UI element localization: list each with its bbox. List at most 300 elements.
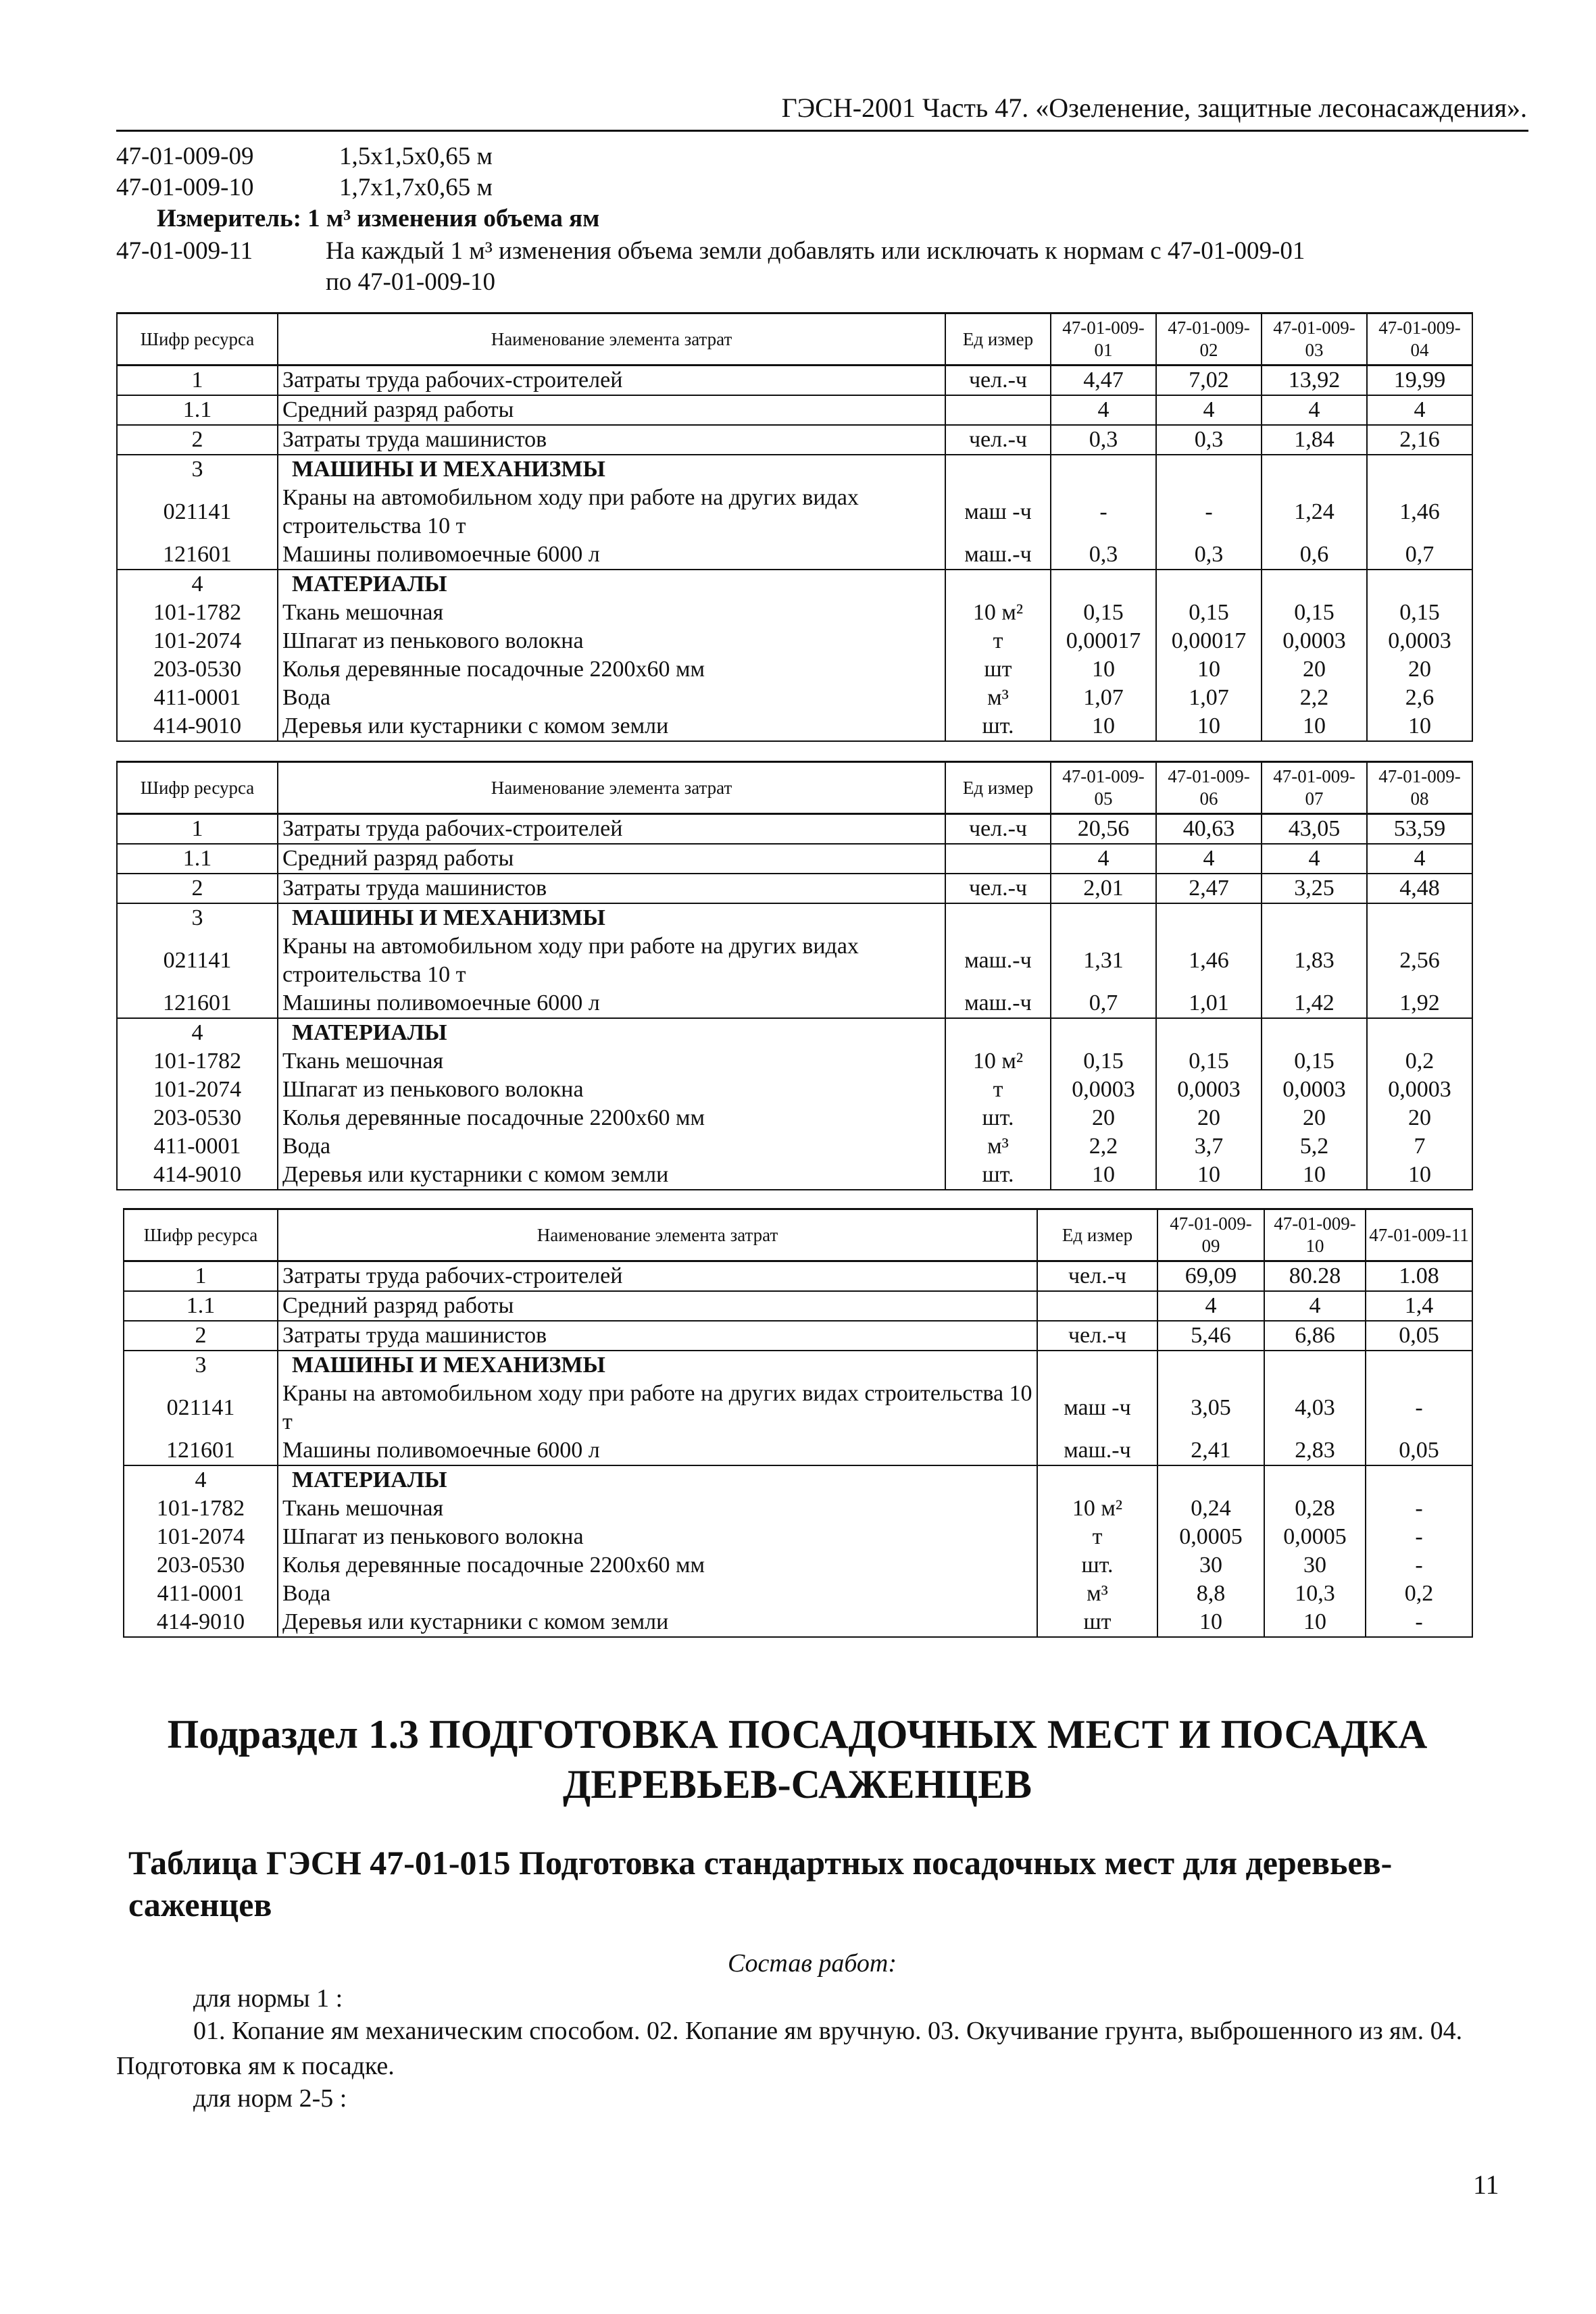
cell-name: МАТЕРИАЛЫ	[278, 1465, 1037, 1494]
table-row	[117, 844, 1472, 874]
cell-code: 1.1	[124, 1291, 278, 1321]
cell-value: 40,63	[1156, 814, 1262, 845]
cell-value: 4	[1262, 395, 1367, 425]
cell-name: Вода	[278, 1132, 945, 1161]
work-composition-heading: Состав работ:	[727, 1949, 897, 1978]
cell-value: 0,00017	[1156, 627, 1262, 655]
table-row	[124, 1351, 1472, 1380]
norm-code: 47-01-009-10	[116, 174, 254, 201]
cell-value: 53,59	[1367, 814, 1472, 845]
cell-name: Ткань мешочная	[278, 599, 945, 627]
cell-unit: маш.-ч	[945, 989, 1051, 1018]
cell-unit	[945, 844, 1051, 874]
cell-value: 0,15	[1156, 599, 1262, 627]
norm-text-continued: по 47-01-009-10	[326, 268, 496, 296]
cell-value	[1264, 1351, 1366, 1380]
cell-value: 3,05	[1157, 1380, 1264, 1436]
cell-value	[1264, 1465, 1366, 1494]
cell-unit	[1037, 1351, 1157, 1380]
table-row	[117, 903, 1472, 932]
cell-value: 2,2	[1262, 684, 1367, 712]
header-norm-column: 47-01-009-06	[1156, 762, 1262, 814]
table-row	[124, 1380, 1472, 1436]
cell-value: 1,31	[1051, 932, 1156, 989]
cell-name: Средний разряд работы	[278, 1291, 1037, 1321]
cell-name: Ткань мешочная	[278, 1047, 945, 1076]
cell-value: 0,6	[1262, 540, 1367, 570]
cell-unit: м³	[945, 1132, 1051, 1161]
header-rule	[116, 130, 1528, 132]
cell-name: Затраты труда рабочих-строителей	[278, 1261, 1037, 1292]
cell-name: Деревья или кустарники с комом земли	[278, 1608, 1037, 1637]
cell-value: 4	[1051, 395, 1156, 425]
cell-code: 101-2074	[124, 1523, 278, 1551]
cell-value	[1262, 570, 1367, 599]
cell-value: 5,46	[1157, 1321, 1264, 1351]
cell-code: 411-0001	[124, 1580, 278, 1608]
cell-value: 10,3	[1264, 1580, 1366, 1608]
norm-text: На каждый 1 м³ изменения объема земли добавлять или исключать к нормам с 47-01-009-01	[326, 237, 1305, 265]
norm-line-009-10	[116, 173, 493, 202]
cell-code: 3	[124, 1351, 278, 1380]
cell-value: 10	[1157, 1608, 1264, 1637]
header-unit: Ед измер	[945, 762, 1051, 814]
cell-value: 4,03	[1264, 1380, 1366, 1436]
cell-value: 6,86	[1264, 1321, 1366, 1351]
cell-name: Колья деревянные посадочные 2200x60 мм	[278, 655, 945, 684]
cell-value: 10	[1051, 712, 1156, 741]
running-head: ГЭСН-2001 Часть 47. «Озеленение, защитные лесонасаждения».	[781, 93, 1527, 123]
header-norm-column: 47-01-009-08	[1367, 762, 1472, 814]
cell-value: -	[1366, 1380, 1472, 1436]
header-norm-column: 47-01-009-11	[1366, 1209, 1472, 1261]
cell-value: 0,15	[1156, 1047, 1262, 1076]
cell-value	[1366, 1351, 1472, 1380]
cell-value: 0,28	[1264, 1494, 1366, 1523]
cell-value: 2,56	[1367, 932, 1472, 989]
table-row	[117, 627, 1472, 655]
table-row	[117, 540, 1472, 570]
cell-name: МАТЕРИАЛЫ	[278, 1018, 945, 1047]
cell-unit: шт.	[945, 712, 1051, 741]
cell-name: Средний разряд работы	[278, 844, 945, 874]
cell-name: Колья деревянные посадочные 2200x60 мм	[278, 1104, 945, 1132]
cell-name: Затраты труда машинистов	[278, 874, 945, 903]
table-row	[117, 932, 1472, 989]
cell-value: 1,83	[1262, 932, 1367, 989]
cell-value: 0,24	[1157, 1494, 1264, 1523]
cell-value	[1051, 903, 1156, 932]
cell-value: 20	[1367, 655, 1472, 684]
table-row	[124, 1465, 1472, 1494]
cell-value: 0,0003	[1262, 1076, 1367, 1104]
cell-value: 20	[1367, 1104, 1472, 1132]
table-row	[117, 599, 1472, 627]
header-norm-column: 47-01-009-05	[1051, 762, 1156, 814]
cell-value: 4	[1156, 844, 1262, 874]
cell-name: МАШИНЫ И МЕХАНИЗМЫ	[278, 455, 945, 484]
table-row	[124, 1321, 1472, 1351]
cell-name: Затраты труда рабочих-строителей	[278, 366, 945, 396]
cell-unit: 10 м²	[1037, 1494, 1157, 1523]
table-row	[117, 395, 1472, 425]
cell-code: 021141	[117, 932, 278, 989]
cell-name: Шпагат из пенькового волокна	[278, 1076, 945, 1104]
cell-value: 7	[1367, 1132, 1472, 1161]
cell-value: 4,48	[1367, 874, 1472, 903]
cell-value: -	[1156, 484, 1262, 540]
cell-value: 3,7	[1156, 1132, 1262, 1161]
cell-name: МАТЕРИАЛЫ	[278, 570, 945, 599]
cell-value: 0,0003	[1367, 627, 1472, 655]
cell-value: 0,05	[1366, 1321, 1472, 1351]
cell-value: 5,2	[1262, 1132, 1367, 1161]
cell-name: Затраты труда машинистов	[278, 425, 945, 455]
cell-code: 121601	[117, 540, 278, 570]
cell-value: 1,92	[1367, 989, 1472, 1018]
cell-unit: шт.	[1037, 1551, 1157, 1580]
resource-table-2	[116, 761, 1473, 1190]
header-unit: Ед измер	[1037, 1209, 1157, 1261]
cell-value: 0,0003	[1051, 1076, 1156, 1104]
cell-value: 1,01	[1156, 989, 1262, 1018]
cell-name: Шпагат из пенькового волокна	[278, 627, 945, 655]
table-row	[117, 1132, 1472, 1161]
cell-value: 8,8	[1157, 1580, 1264, 1608]
table-row	[124, 1580, 1472, 1608]
cell-value: 30	[1264, 1551, 1366, 1580]
cell-unit: чел.-ч	[945, 874, 1051, 903]
cell-unit: 10 м²	[945, 1047, 1051, 1076]
cell-value: -	[1366, 1523, 1472, 1551]
cell-unit	[945, 1018, 1051, 1047]
norm-code: 47-01-009-11	[116, 237, 253, 265]
cell-value: -	[1366, 1551, 1472, 1580]
header-name: Наименование элемента затрат	[278, 1209, 1037, 1261]
norm-text: 1,7x1,7x0,65 м	[339, 174, 493, 201]
cell-value: 4	[1367, 844, 1472, 874]
cell-value	[1367, 1018, 1472, 1047]
cell-value: 0,0005	[1264, 1523, 1366, 1551]
cell-value: 7,02	[1156, 366, 1262, 396]
measure-line	[157, 204, 599, 233]
cell-value: 20	[1262, 1104, 1367, 1132]
cell-value: 1,84	[1262, 425, 1367, 455]
cell-value: 10	[1367, 1161, 1472, 1190]
cell-value: 0,00017	[1051, 627, 1156, 655]
cell-value: 0,2	[1367, 1047, 1472, 1076]
cell-value: 2,6	[1367, 684, 1472, 712]
cell-unit	[945, 570, 1051, 599]
cell-value: 10	[1156, 712, 1262, 741]
cell-value: 10	[1156, 655, 1262, 684]
cell-value	[1051, 455, 1156, 484]
norm-text: 1,5x1,5x0,65 м	[339, 143, 493, 170]
table-row	[124, 1523, 1472, 1551]
cell-value	[1051, 1018, 1156, 1047]
cell-name: Машины поливомоечные 6000 л	[278, 540, 945, 570]
cell-value	[1156, 903, 1262, 932]
cell-name: Краны на автомобильном ходу при работе на других видах строительства 10 т	[278, 1380, 1037, 1436]
cell-value: 4	[1051, 844, 1156, 874]
cell-value: 20	[1262, 655, 1367, 684]
table-row	[117, 570, 1472, 599]
cell-name: Краны на автомобильном ходу при работе на других видах строительства 10 т	[278, 932, 945, 989]
cell-code: 1	[117, 366, 278, 396]
cell-code: 411-0001	[117, 684, 278, 712]
cell-value: 4	[1264, 1291, 1366, 1321]
cell-unit: т	[945, 627, 1051, 655]
table-row	[124, 1261, 1472, 1292]
cell-name: Затраты труда рабочих-строителей	[278, 814, 945, 845]
table-row	[124, 1608, 1472, 1637]
cell-value: 0,3	[1156, 540, 1262, 570]
cell-value: 4	[1156, 395, 1262, 425]
header-norm-column: 47-01-009-10	[1264, 1209, 1366, 1261]
cell-code: 121601	[124, 1436, 278, 1465]
cell-name: МАШИНЫ И МЕХАНИЗМЫ	[278, 903, 945, 932]
cell-unit: чел.-ч	[945, 366, 1051, 396]
cell-value: 69,09	[1157, 1261, 1264, 1292]
cell-value: 2,16	[1367, 425, 1472, 455]
resource-table-3	[123, 1208, 1473, 1638]
cell-value: 10	[1262, 1161, 1367, 1190]
cell-value: 10	[1367, 712, 1472, 741]
cell-code: 203-0530	[117, 1104, 278, 1132]
cell-unit: т	[1037, 1523, 1157, 1551]
cell-unit: т	[945, 1076, 1051, 1104]
table-row	[117, 1047, 1472, 1076]
cell-value: 4	[1157, 1291, 1264, 1321]
cell-unit: маш.-ч	[945, 932, 1051, 989]
cell-unit: чел.-ч	[1037, 1321, 1157, 1351]
header-name: Наименование элемента затрат	[278, 762, 945, 814]
cell-name: Колья деревянные посадочные 2200x60 мм	[278, 1551, 1037, 1580]
cell-value	[1156, 1018, 1262, 1047]
cell-value: 10	[1262, 712, 1367, 741]
cell-value: 4	[1262, 844, 1367, 874]
cell-value: 1,46	[1367, 484, 1472, 540]
cell-code: 203-0530	[117, 655, 278, 684]
cell-code: 021141	[124, 1380, 278, 1436]
cell-value	[1262, 455, 1367, 484]
cell-unit: шт	[1037, 1608, 1157, 1637]
cell-value: 0,2	[1366, 1580, 1472, 1608]
cell-value: 43,05	[1262, 814, 1367, 845]
cell-code: 414-9010	[124, 1608, 278, 1637]
cell-value	[1051, 570, 1156, 599]
subsection-title: Подраздел 1.3 ПОДГОТОВКА ПОСАДОЧНЫХ МЕСТ И ПОСАДКА ДЕРЕВЬЕВ-САЖЕНЦЕВ	[167, 1712, 1428, 1807]
cell-value	[1367, 570, 1472, 599]
table-row	[124, 1551, 1472, 1580]
cell-code: 2	[124, 1321, 278, 1351]
cell-value: 0,05	[1366, 1436, 1472, 1465]
cell-name: Машины поливомоечные 6000 л	[278, 1436, 1037, 1465]
table-row	[117, 712, 1472, 741]
cell-value: 3,25	[1262, 874, 1367, 903]
cell-unit: чел.-ч	[1037, 1261, 1157, 1292]
table-row	[117, 684, 1472, 712]
cell-code: 414-9010	[117, 1161, 278, 1190]
table-row	[117, 425, 1472, 455]
cell-code: 1.1	[117, 395, 278, 425]
cell-code: 203-0530	[124, 1551, 278, 1580]
cell-unit: шт	[945, 655, 1051, 684]
cell-unit: маш.-ч	[1037, 1436, 1157, 1465]
cell-value: 0,3	[1051, 425, 1156, 455]
cell-value	[1156, 455, 1262, 484]
cell-value: 0,3	[1051, 540, 1156, 570]
cell-unit: 10 м²	[945, 599, 1051, 627]
cell-unit: м³	[945, 684, 1051, 712]
header-code: Шифр ресурса	[117, 762, 278, 814]
cell-value	[1367, 455, 1472, 484]
cell-value: 20,56	[1051, 814, 1156, 845]
cell-value: 13,92	[1262, 366, 1367, 396]
cell-code: 2	[117, 425, 278, 455]
cell-name: МАШИНЫ И МЕХАНИЗМЫ	[278, 1351, 1037, 1380]
header-name: Наименование элемента затрат	[278, 313, 945, 366]
cell-value: 2,47	[1156, 874, 1262, 903]
cell-name: Ткань мешочная	[278, 1494, 1037, 1523]
cell-value: 1,4	[1366, 1291, 1472, 1321]
cell-unit	[1037, 1291, 1157, 1321]
page-number: 11	[1473, 2169, 1499, 2200]
header-norm-column: 47-01-009-03	[1262, 313, 1367, 366]
header-code: Шифр ресурса	[124, 1209, 278, 1261]
cell-code: 3	[117, 455, 278, 484]
cell-unit: шт.	[945, 1161, 1051, 1190]
work-composition-text: 01. Копание ям механическим способом. 02. Копание ям вручную. 03. Окучивание грунта, выброшенного из ям. 04. Подготовка ям к посадке.	[116, 2017, 1463, 2080]
cell-value: 4,47	[1051, 366, 1156, 396]
cell-value: 0,0003	[1156, 1076, 1262, 1104]
table-row	[117, 1018, 1472, 1047]
cell-unit: маш -ч	[1037, 1380, 1157, 1436]
table-row	[117, 366, 1472, 396]
header-unit: Ед измер	[945, 313, 1051, 366]
cell-unit: маш.-ч	[945, 540, 1051, 570]
cell-value: 2,83	[1264, 1436, 1366, 1465]
cell-code: 101-1782	[117, 599, 278, 627]
cell-value: 19,99	[1367, 366, 1472, 396]
cell-value: 10	[1156, 1161, 1262, 1190]
cell-value: 2,2	[1051, 1132, 1156, 1161]
cell-name: Деревья или кустарники с комом земли	[278, 1161, 945, 1190]
cell-value: 1,07	[1156, 684, 1262, 712]
table-row	[124, 1494, 1472, 1523]
resource-table-1	[116, 312, 1473, 742]
cell-code: 1.1	[117, 844, 278, 874]
cell-value: 2,41	[1157, 1436, 1264, 1465]
cell-unit: чел.-ч	[945, 425, 1051, 455]
measure-text: 1 м³ изменения объема ям	[307, 205, 600, 232]
cell-unit: шт.	[945, 1104, 1051, 1132]
cell-value: 0,7	[1367, 540, 1472, 570]
cell-code: 101-1782	[117, 1047, 278, 1076]
cell-value	[1262, 903, 1367, 932]
measure-label: Измеритель:	[157, 205, 301, 232]
cell-code: 1	[117, 814, 278, 845]
cell-value: 10	[1051, 655, 1156, 684]
header-norm-column: 47-01-009-01	[1051, 313, 1156, 366]
cell-name: Машины поливомоечные 6000 л	[278, 989, 945, 1018]
cell-unit	[1037, 1465, 1157, 1494]
table-row	[117, 455, 1472, 484]
table-row	[117, 1161, 1472, 1190]
cell-code: 4	[117, 570, 278, 599]
cell-value: 20	[1156, 1104, 1262, 1132]
header-norm-column: 47-01-009-07	[1262, 762, 1367, 814]
cell-code: 4	[124, 1465, 278, 1494]
cell-name: Краны на автомобильном ходу при работе на других видах строительства 10 т	[278, 484, 945, 540]
cell-unit	[945, 455, 1051, 484]
cell-value: 0,0003	[1262, 627, 1367, 655]
cell-unit: м³	[1037, 1580, 1157, 1608]
cell-code: 414-9010	[117, 712, 278, 741]
table-row	[124, 1436, 1472, 1465]
cell-value	[1366, 1465, 1472, 1494]
for-norms-2-5: для норм 2-5 :	[193, 2084, 347, 2113]
table-row	[124, 1291, 1472, 1321]
table-row	[117, 989, 1472, 1018]
cell-value: 0,15	[1262, 1047, 1367, 1076]
norm-line-009-11	[116, 236, 1305, 266]
header-norm-column: 47-01-009-02	[1156, 313, 1262, 366]
cell-value: 80.28	[1264, 1261, 1366, 1292]
cell-name: Шпагат из пенькового волокна	[278, 1523, 1037, 1551]
cell-value: -	[1366, 1608, 1472, 1637]
cell-code: 101-2074	[117, 627, 278, 655]
cell-unit	[945, 395, 1051, 425]
table-row	[117, 1076, 1472, 1104]
cell-code: 101-1782	[124, 1494, 278, 1523]
cell-name: Деревья или кустарники с комом земли	[278, 712, 945, 741]
cell-value	[1157, 1465, 1264, 1494]
cell-code: 021141	[117, 484, 278, 540]
cell-value	[1157, 1351, 1264, 1380]
table-row	[117, 655, 1472, 684]
cell-value	[1367, 903, 1472, 932]
cell-code: 101-2074	[117, 1076, 278, 1104]
cell-value: 20	[1051, 1104, 1156, 1132]
header-norm-column: 47-01-009-04	[1367, 313, 1472, 366]
cell-value: 0,0005	[1157, 1523, 1264, 1551]
cell-name: Средний разряд работы	[278, 395, 945, 425]
cell-value: -	[1366, 1494, 1472, 1523]
cell-name: Затраты труда машинистов	[278, 1321, 1037, 1351]
header-code: Шифр ресурса	[117, 313, 278, 366]
cell-value: 0,15	[1051, 1047, 1156, 1076]
cell-value: 2,01	[1051, 874, 1156, 903]
cell-unit: маш -ч	[945, 484, 1051, 540]
cell-name: Вода	[278, 1580, 1037, 1608]
cell-value: -	[1051, 484, 1156, 540]
cell-value: 10	[1264, 1608, 1366, 1637]
table-title: Таблица ГЭСН 47-01-015 Подготовка стандартных посадочных мест для деревьев-саженцев	[128, 1844, 1393, 1923]
for-norm-1: для нормы 1 :	[193, 1984, 343, 2013]
cell-value: 1,42	[1262, 989, 1367, 1018]
cell-code: 4	[117, 1018, 278, 1047]
cell-name: Вода	[278, 684, 945, 712]
cell-code: 3	[117, 903, 278, 932]
cell-code: 411-0001	[117, 1132, 278, 1161]
cell-code: 1	[124, 1261, 278, 1292]
table-row	[117, 1104, 1472, 1132]
cell-value: 10	[1051, 1161, 1156, 1190]
cell-value	[1262, 1018, 1367, 1047]
table-row	[117, 484, 1472, 540]
cell-value: 0,15	[1367, 599, 1472, 627]
